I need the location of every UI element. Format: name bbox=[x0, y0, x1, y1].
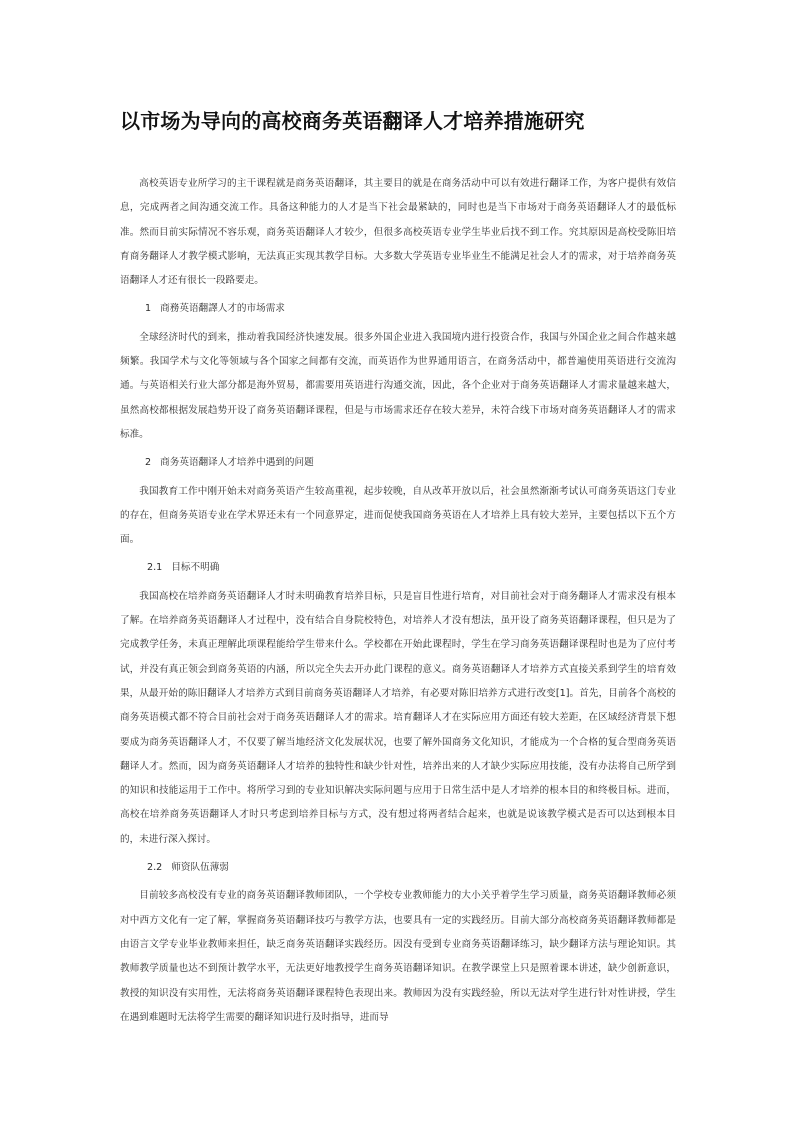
section-2-1-number: 2.1 bbox=[147, 562, 163, 574]
section-1-heading bbox=[120, 297, 676, 321]
section-2-2-title: 师资队伍薄弱 bbox=[171, 862, 229, 874]
document-title: 以市场为导向的高校商务英语翻译人才培养措施研究 bbox=[120, 109, 585, 133]
section-2-1-paragraph: 我国高校在培养商务英语翻译人才时未明确教育培养目标，只是盲目性进行培育，对目前社会对于商务翻译人才需求没有根本了解。在培养商务英语翻译人才过程中，没有结合自身院校特色，对培养人才没有想法，虽开设了商务英语翻译课程，但只是为了完成教学任务，未真正理解此项课程能给学生带来什么。学校都在开始此课程时，学生在学习商务英语翻译课程时也是为了应付考试，并没有真正领会到商务英语的内涵，所以完全失去开办此门课程的意义。商务英语翻译人才培养方式直接关系到学生的培育效果，从最开始的陈旧翻译人才培养方式到目前商务英语翻译人才培养，有必要对陈旧培养方式进行改变[1]。首先，目前各个高校的商务英语模式都不符合目前社会对于商务英语翻译人才的需求。培育翻译人才在实际应用方面还有较大差距，在区域经济背景下想要成为商务英语翻译人才，不仅要了解当地经济文化发展状况，也要了解外国商务文化知识，才能成为一个合格的复合型商务英语翻译人才。然而，因为商务英语翻译人才培养的独特性和缺少针对性，培养出来的人才缺少实际应用技能，没有办法将自己所学到的知识和技能运用于工作中。将所学习到的专业知识解决实际问题与应用于日常生活中是人才培养的根本目的和终极目标。进而，高校在培养商务英语翻译人才时只考虑到培养目标与方式，没有想过将两者结合起来，也就是说该教学模式是否可以达到根本目的，未进行深入探讨。 bbox=[120, 590, 676, 845]
section-2-2-paragraph: 目前较多高校没有专业的商务英语翻译教师团队，一个学校专业教师能力的大小关乎着学生学习质量，商务英语翻译教师必须对中西方文化有一定了解，掌握商务英语翻译技巧与教学方法，也要具有一定的实践经历。目前大部分高校商务英语翻译教师都是由语言文学专业毕业教师来担任，缺乏商务英语翻译实践经历。因没有受到专业商务英语翻译练习，缺少翻译方法与理论知识。其教师教学质量也达不到预计教学水平，无法更好地教授学生商务英语翻译知识。在教学课堂上只是照着课本讲述，缺少创新意识，教授的知识没有实用性，无法将商务英语翻译课程特色表现出来。教师因为没有实践经验，所以无法对学生进行针对性讲授，学生在遇到难题时无法将学生需要的翻译知识进行及时指导，进而导 bbox=[120, 890, 676, 1023]
section-2-1-title: 目标不明确 bbox=[171, 562, 220, 574]
intro-paragraph: 高校英语专业所学习的主干课程就是商务英语翻译，其主要目的就是在商务活动中可以有效进行翻译工作，为客户提供有效信息，完成两者之间沟通交流工作。具备这种能力的人才是当下社会最紧缺的，同时也是当下市场对于商务英语翻译人才的最低标准。然而目前实际情况不容乐观，商务英语翻译人才较少，但很多高校英语专业学生毕业后找不到工作。究其原因是高校受陈旧培育商务翻译人才教学模式影响，无法真正实现其教学目标。大多数大学英语专业毕业生不能满足社会人才的需求，对于培养商务英语翻译人才还有很长一段路要走。 bbox=[120, 178, 676, 287]
section-2-paragraph: 我国教育工作中刚开始未对商务英语产生较高重视，起步较晚，自从改革开放以后，社会虽然渐渐考试认可商务英语这门专业的存在，但商务英语专业在学术界还未有一个同意界定，进而促使我国商务英语在人才培养上具有较大差异，主要包括以下五个方面。 bbox=[120, 485, 676, 546]
section-1-number: 1 bbox=[145, 303, 152, 315]
document-body bbox=[120, 172, 676, 1030]
section-2-2-heading bbox=[120, 856, 676, 880]
section-2-2-number: 2.2 bbox=[147, 862, 163, 874]
section-1-paragraph: 全球经济时代的到来，推动着我国经济快速发展。很多外国企业进入我国境内进行投资合作，我国与外国企业之间合作越来越频繁。我国学术与文化等领域与各个国家之间都有交流，而英语作为世界通用语言，在商务活动中，都普遍使用英语进行交流沟通。与英语相关行业大部分都是海外贸易，都需要用英语进行沟通交流，因此，各个企业对于商务英语翻译人才需求量越来越大，虽然高校都根据发展趋势开设了商务英语翻译课程，但是与市场需求还存在较大差异，未符合线下市场对商务英语翻译人才的需求标准。 bbox=[120, 331, 676, 440]
section-2-1-heading bbox=[120, 556, 676, 580]
section-2-title: 商务英语翻译人才培养中遇到的问题 bbox=[160, 457, 314, 469]
section-1-title: 商務英语翻譯人才的市场需求 bbox=[160, 303, 285, 315]
section-2-heading bbox=[120, 451, 676, 475]
section-2-number: 2 bbox=[145, 457, 152, 469]
